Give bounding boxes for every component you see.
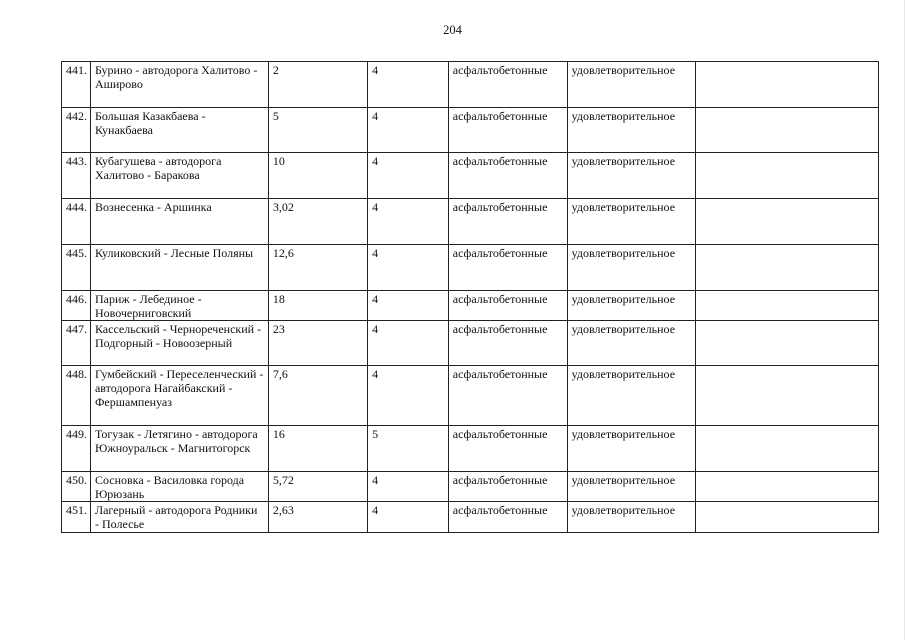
surface-cell: асфальтобетонные (448, 502, 567, 533)
row-number-cell: 441. (62, 62, 91, 108)
roads-table (61, 61, 879, 533)
surface-cell: асфальтобетонные (448, 108, 567, 153)
row-number-cell: 451. (62, 502, 91, 533)
length-cell: 5,72 (268, 472, 367, 502)
surface-cell: асфальтобетонные (448, 426, 567, 472)
row-number-cell: 446. (62, 291, 91, 321)
road-name-cell: Париж - Лебединое - Новочерниговский (90, 291, 268, 321)
category-cell: 4 (368, 108, 449, 153)
condition-cell: удовлетворительное (567, 199, 695, 245)
surface-cell: асфальтобетонные (448, 472, 567, 502)
category-cell: 4 (368, 291, 449, 321)
category-cell: 4 (368, 366, 449, 426)
surface-cell: асфальтобетонные (448, 321, 567, 366)
length-cell: 5 (268, 108, 367, 153)
road-name-cell: Куликовский - Лесные Поляны (90, 245, 268, 291)
note-cell (695, 472, 878, 502)
note-cell (695, 426, 878, 472)
category-cell: 4 (368, 62, 449, 108)
road-name-cell: Тогузак - Летягино - автодорога Южноуральск - Магнитогорск (90, 426, 268, 472)
category-cell: 4 (368, 199, 449, 245)
length-cell: 12,6 (268, 245, 367, 291)
category-cell: 4 (368, 502, 449, 533)
road-name-cell: Кассельский - Чернореченский - Подгорный - Новоозерный (90, 321, 268, 366)
condition-cell: удовлетворительное (567, 426, 695, 472)
table-row (62, 245, 879, 291)
row-number-cell: 442. (62, 108, 91, 153)
road-name-cell: Гумбейский - Переселенческий - автодорога Нагайбакский - Фершампенуаз (90, 366, 268, 426)
note-cell (695, 291, 878, 321)
condition-cell: удовлетворительное (567, 245, 695, 291)
length-cell: 16 (268, 426, 367, 472)
road-name-cell: Бурино - автодорога Халитово - Аширово (90, 62, 268, 108)
category-cell: 4 (368, 321, 449, 366)
road-name-cell: Лагерный - автодорога Родники - Полесье (90, 502, 268, 533)
length-cell: 3,02 (268, 199, 367, 245)
table-row (62, 502, 879, 533)
condition-cell: удовлетворительное (567, 502, 695, 533)
table-body (62, 62, 879, 533)
category-cell: 4 (368, 153, 449, 199)
page-number: 204 (443, 23, 462, 37)
condition-cell: удовлетворительное (567, 366, 695, 426)
surface-cell: асфальтобетонные (448, 366, 567, 426)
note-cell (695, 199, 878, 245)
note-cell (695, 321, 878, 366)
condition-cell: удовлетворительное (567, 108, 695, 153)
road-name-cell: Сосновка - Василовка города Юрюзань (90, 472, 268, 502)
road-name-cell: Большая Казакбаева - Кунакбаева (90, 108, 268, 153)
table-row (62, 199, 879, 245)
note-cell (695, 366, 878, 426)
table-row (62, 366, 879, 426)
row-number-cell: 449. (62, 426, 91, 472)
row-number-cell: 450. (62, 472, 91, 502)
length-cell: 23 (268, 321, 367, 366)
condition-cell: удовлетворительное (567, 321, 695, 366)
length-cell: 18 (268, 291, 367, 321)
note-cell (695, 502, 878, 533)
note-cell (695, 153, 878, 199)
table-row (62, 153, 879, 199)
length-cell: 2 (268, 62, 367, 108)
table-row (62, 108, 879, 153)
surface-cell: асфальтобетонные (448, 153, 567, 199)
category-cell: 4 (368, 472, 449, 502)
surface-cell: асфальтобетонные (448, 245, 567, 291)
row-number-cell: 444. (62, 199, 91, 245)
row-number-cell: 447. (62, 321, 91, 366)
length-cell: 10 (268, 153, 367, 199)
note-cell (695, 62, 878, 108)
surface-cell: асфальтобетонные (448, 291, 567, 321)
condition-cell: удовлетворительное (567, 62, 695, 108)
surface-cell: асфальтобетонные (448, 199, 567, 245)
surface-cell: асфальтобетонные (448, 62, 567, 108)
category-cell: 4 (368, 245, 449, 291)
category-cell: 5 (368, 426, 449, 472)
row-number-cell: 443. (62, 153, 91, 199)
table-row (62, 291, 879, 321)
note-cell (695, 245, 878, 291)
condition-cell: удовлетворительное (567, 153, 695, 199)
table-row (62, 62, 879, 108)
length-cell: 7,6 (268, 366, 367, 426)
table-row (62, 472, 879, 502)
note-cell (695, 108, 878, 153)
road-name-cell: Вознесенка - Аршинка (90, 199, 268, 245)
length-cell: 2,63 (268, 502, 367, 533)
row-number-cell: 445. (62, 245, 91, 291)
road-name-cell: Кубагушева - автодорога Халитово - Баракова (90, 153, 268, 199)
condition-cell: удовлетворительное (567, 291, 695, 321)
table-row (62, 426, 879, 472)
row-number-cell: 448. (62, 366, 91, 426)
condition-cell: удовлетворительное (567, 472, 695, 502)
table-row (62, 321, 879, 366)
